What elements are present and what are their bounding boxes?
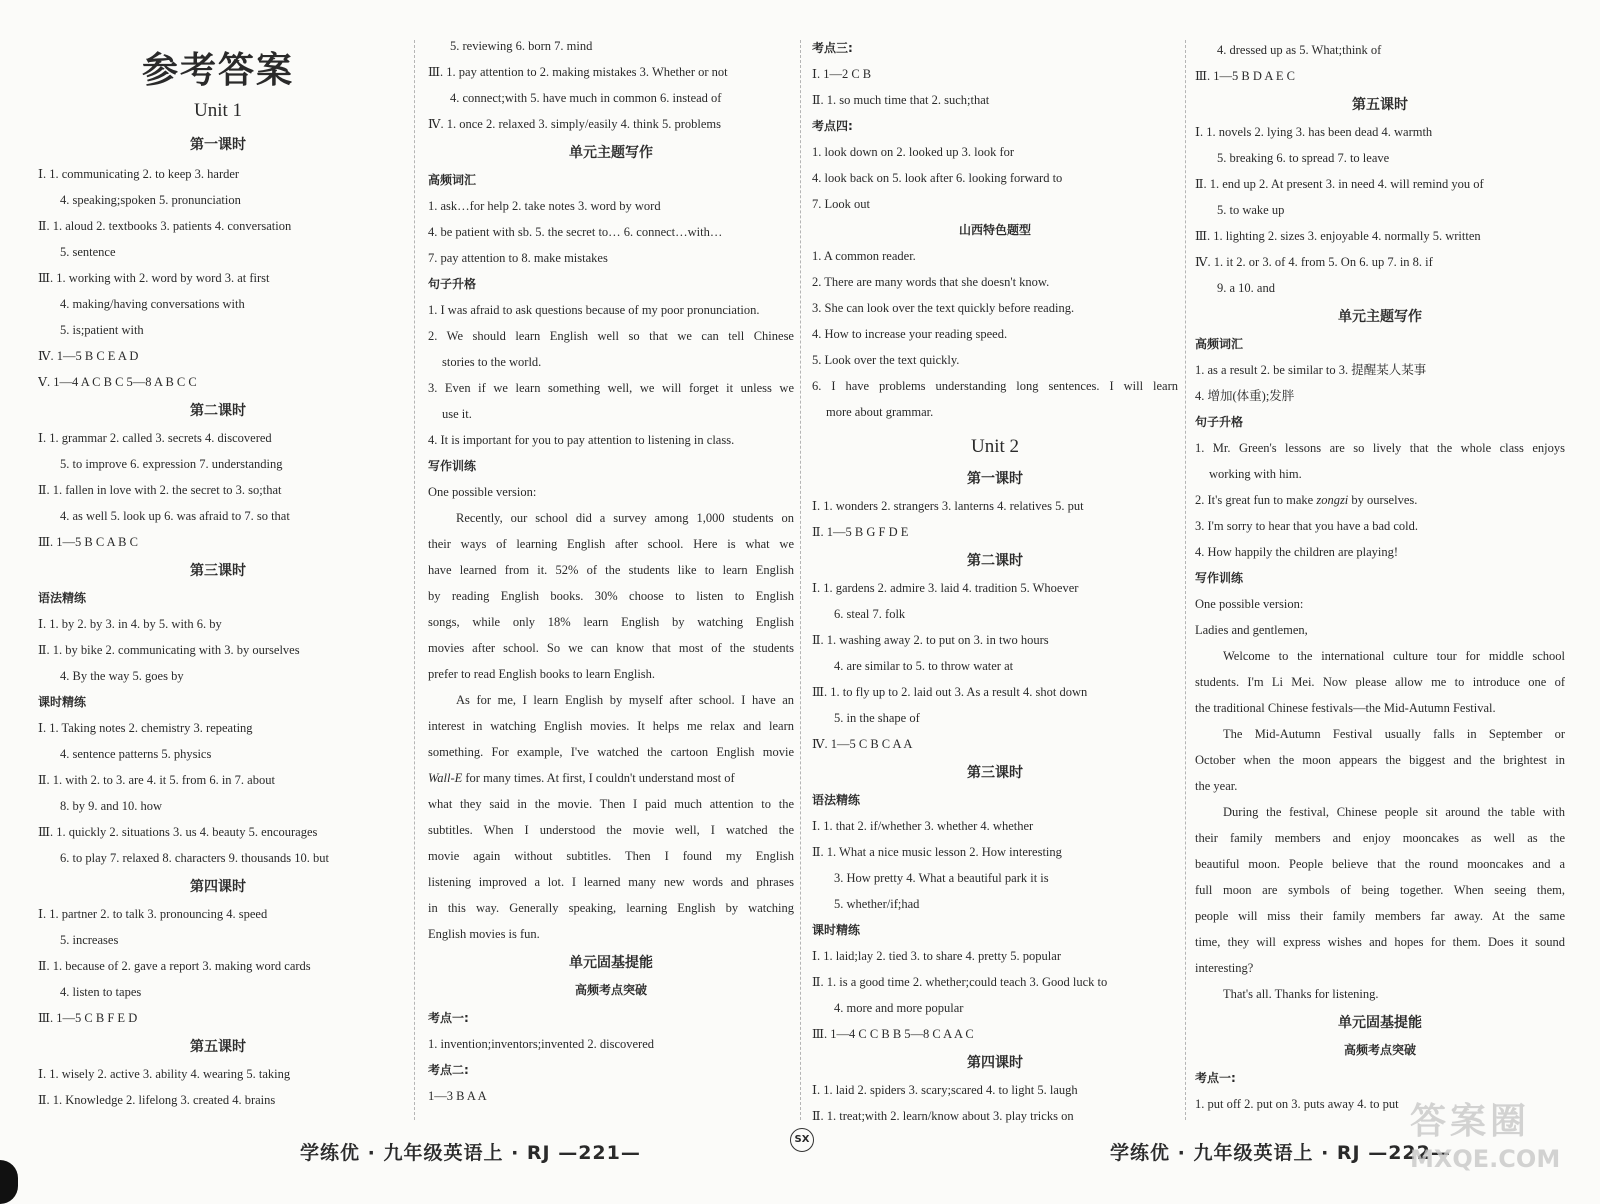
essay-line: October when the moon appears the biggest and the brightest in [1195,753,1565,767]
answer-line: Ⅳ. 1. once 2. relaxed 3. simply/easily 4. think 5. problems [428,117,721,131]
answer-line: Ⅱ. 1. fallen in love with 2. the secret to 3. so;that [38,483,282,497]
answer-line: 4. listen to tapes [60,985,142,999]
answer-line: 4. look back on 5. look after 6. looking forward to [812,171,1063,185]
answer-line: 6. I have problems understanding long sentences. I will learn [812,379,1178,393]
publisher-logo: SX [790,1128,814,1152]
answer-line: 6. to play 7. relaxed 8. characters 9. thousands 10. but [60,851,330,865]
subsection-label: 考点一: [428,1011,469,1025]
essay-line: their family members and enjoy mooncakes as well as the [1195,831,1565,845]
answer-line: Ⅱ. 1. washing away 2. to put on 3. in two hours [812,633,1049,647]
answer-italic: zongzi [1316,493,1349,507]
essay-text: for many times. At first, I couldn't understand most of [462,771,735,785]
column-1 [38,0,398,1130]
subsection-label: 语法精练 [812,793,861,807]
unit-2-heading: Unit 2 [970,436,1020,457]
answer-line: 4. It is important for you to pay attention to listening in class. [428,433,735,447]
page-title: 参考答案 [141,50,294,91]
subsection-label: 考点三: [812,41,853,55]
answer-line: 3. Even if we learn something well, we will forget it unless we [428,381,794,395]
answer-line: Ⅲ. 1. to fly up to 2. laid out 3. As a result 4. shot down [812,685,1088,699]
column-4 [1195,0,1565,1130]
lesson-4-heading: 第四课时 [190,879,246,895]
essay-line: The Mid-Autumn Festival usually falls in September or [1223,727,1565,741]
answer-line: Ⅰ. 1. grammar 2. called 3. secrets 4. discovered [38,431,272,445]
answer-line: Ⅰ. 1. that 2. if/whether 3. whether 4. whether [812,819,1034,833]
lesson-4-heading: 第四课时 [967,1055,1023,1071]
subsection-label: 高频词汇 [428,173,477,187]
lesson-5-heading: 第五课时 [190,1039,246,1055]
column-divider [414,40,415,1120]
answer-line: 9. a 10. and [1217,281,1275,295]
subsection-label: 句子升格 [1195,415,1244,429]
answer-line: One possible version: [1195,597,1304,611]
answer-line: 5. sentence [60,245,116,259]
answer-line: Ⅱ. 1. end up 2. At present 3. in need 4. will remind you of [1195,177,1484,191]
subsection-label: 句子升格 [428,277,477,291]
subsection-label: 写作训练 [428,459,477,473]
essay-line: As for me, I learn English by myself after school. I have an [456,693,794,707]
answer-line: 3. She can look over the text quickly before reading. [812,301,1075,315]
answer-line: Ⅱ. 1. with 2. to 3. are 4. it 5. from 6. in 7. about [38,773,275,787]
column-3 [812,0,1178,1130]
answer-line: Ⅳ. 1—5 B C E A D [38,349,139,363]
answer-line: 1—3 B A A [428,1089,487,1103]
column-divider [1185,40,1186,1120]
essay-line: movies after school. So we can know that most of the students [428,641,794,655]
lesson-1-heading: 第一课时 [190,137,246,153]
essay-line: songs, while only 18% learn English by watching English [428,615,794,629]
subsection-label: 写作训练 [1195,571,1244,585]
lesson-2-heading: 第二课时 [967,553,1023,569]
subsection-label: 考点四: [812,119,853,133]
footer-right-page-number: 学练优 · 九年级英语上 · RJ —222— [1110,1142,1451,1164]
answer-line: Ⅱ. 1—5 B G F D E [812,525,909,539]
answer-line: 4. more and more popular [834,1001,964,1015]
essay-line: During the festival, Chinese people sit around the table with [1223,805,1565,819]
essay-line: Welcome to the international culture tour for middle school [1223,649,1565,663]
subsection-label: 考点二: [428,1063,469,1077]
answer-line: 5. increases [60,933,119,947]
essay-line: English movies is fun. [428,927,540,941]
subsection-label: 考点一: [1195,1071,1236,1085]
answer-line: Ⅲ. 1—5 B D A E C [1195,69,1295,83]
answer-line: Ⅱ. 1. so much time that 2. such;that [812,93,990,107]
answer-line: 8. by 9. and 10. how [60,799,163,813]
answer-line: Ⅰ. 1. wisely 2. active 3. ability 4. wearing 5. taking [38,1067,291,1081]
answer-line: 4. sentence patterns 5. physics [60,747,212,761]
answer-line: 5. whether/if;had [834,897,920,911]
answer-line: Ⅰ. 1. by 2. by 3. in 4. by 5. with 6. by [38,617,222,631]
answer-line: 1. look down on 2. looked up 3. look for [812,145,1015,159]
answer-line: 5. breaking 6. to spread 7. to leave [1217,151,1390,165]
answer-line [1195,492,1565,508]
answer-line: Ⅰ. 1. partner 2. to talk 3. pronouncing 4. speed [38,907,268,921]
answer-line: 7. Look out [812,197,870,211]
answer-line: 5. Look over the text quickly. [812,353,960,367]
answer-line: Ⅱ. 1. What a nice music lesson 2. How interesting [812,845,1062,859]
essay-line: by reading English books. 30% choose to listen to English [428,589,794,603]
answer-line: Ⅰ. 1. wonders 2. strangers 3. lanterns 4. relatives 5. put [812,499,1084,513]
answer-line: 1. I was afraid to ask questions because of my poor pronunciation. [428,303,760,317]
answer-line: working with him. [1209,467,1302,481]
answer-text: by ourselves. [1348,493,1418,507]
answer-text: 2. It's great fun to make [1195,493,1317,507]
answer-line: Ⅲ. 1—4 C C B B 5—8 C A A C [812,1027,974,1041]
essay-line: prefer to read English books to learn English. [428,667,656,681]
essay-line: full moon are symbols of being together. When seeing them, [1195,883,1565,897]
unit-1-heading: Unit 1 [193,100,243,121]
answer-line: 4. making/having conversations with [60,297,245,311]
answer-line: 2. There are many words that she doesn't know. [812,275,1050,289]
answer-line: 1. ask…for help 2. take notes 3. word by word [428,199,661,213]
answer-line: 4. 增加(体重);发胖 [1195,389,1295,403]
answer-line: Ⅰ. 1—2 C B [812,67,872,81]
answer-line: 5. reviewing 6. born 7. mind [450,39,593,53]
essay-line: in this way. Generally speaking, learning English by watching [428,901,794,915]
subsection-label: 课时精练 [38,695,87,709]
subsection-label: 课时精练 [812,923,861,937]
answer-line: Ⅰ. 1. Taking notes 2. chemistry 3. repeating [38,721,253,735]
answer-line: Ⅲ. 1. lighting 2. sizes 3. enjoyable 4. normally 5. written [1195,229,1481,243]
answer-line: 1. invention;inventors;invented 2. discovered [428,1037,654,1051]
lesson-3-heading: 第三课时 [967,765,1023,781]
answer-line: Ⅲ. 1. pay attention to 2. making mistakes 3. Whether or not [428,65,728,79]
answer-line: Ⅳ. 1. it 2. or 3. of 4. from 5. On 6. up 7. in 8. if [1195,255,1433,269]
answer-line: Ⅰ. 1. laid;lay 2. tied 3. to share 4. pretty 5. popular [812,949,1061,963]
key-points-heading: 高频考点突破 [574,983,647,997]
essay-line: That's all. Thanks for listening. [1223,987,1379,1001]
answer-line: 5. in the shape of [834,711,920,725]
essay-line: the traditional Chinese festivals—the Mid-Autumn Festival. [1195,701,1496,715]
essay-line: interest in watching English movies. It helps me relax and learn [428,719,794,733]
essay-line: listening improved a lot. I learned many new words and phrases [428,875,794,889]
answer-line: 4. as well 5. look up 6. was afraid to 7. so that [60,509,290,523]
watermark-url: MXQE.COM [1410,1145,1561,1173]
answer-line: Ⅱ. 1. treat;with 2. learn/know about 3. play tricks on [812,1109,1074,1123]
footer-left-page-number: 学练优 · 九年级英语上 · RJ —221— [300,1142,641,1164]
answer-line: Ⅰ. 1. gardens 2. admire 3. laid 4. tradition 5. Whoever [812,581,1079,595]
consolidation-heading: 单元固基提能 [1338,1015,1422,1031]
movie-title: Wall-E [428,771,463,785]
answer-line: Ⅱ. 1. because of 2. gave a report 3. making word cards [38,959,311,973]
answer-line: 7. pay attention to 8. make mistakes [428,251,608,265]
answer-line: Ⅲ. 1. quickly 2. situations 3. us 4. beauty 5. encourages [38,825,318,839]
writing-section-heading: 单元主题写作 [569,145,653,161]
answer-line: 4. By the way 5. goes by [60,669,184,683]
answer-line: Ⅰ. 1. novels 2. lying 3. has been dead 4. warmth [1195,125,1433,139]
answer-line: One possible version: [428,485,537,499]
answer-line: Ⅲ. 1—5 C B F E D [38,1011,138,1025]
column-2 [428,0,794,1130]
essay-line: students. I'm Li Mei. Now please allow me to introduce one of [1195,675,1565,689]
answer-line: 6. steal 7. folk [834,607,906,621]
essay-line: time, they will express wishes and hopes for them. Does it sound [1195,935,1565,949]
essay-line: something. For example, I've watched the cartoon English movie [428,745,794,759]
essay-line [428,770,794,786]
answer-line: Ⅲ. 1. working with 2. word by word 3. at first [38,271,270,285]
essay-line: the year. [1195,779,1238,793]
answer-line: Ⅰ. 1. communicating 2. to keep 3. harder [38,167,240,181]
essay-line: beautiful moon. People believe that the round mooncakes and a [1195,857,1565,871]
column-divider [800,40,801,1120]
watermark-text: 答案圈 [1410,1101,1531,1142]
lesson-2-heading: 第二课时 [190,403,246,419]
answer-line: Ladies and gentlemen, [1195,623,1308,637]
essay-line: their ways of learning English after school. Here is what we [428,537,794,551]
answer-line: 1. A common reader. [812,249,916,263]
answer-line: more about grammar. [826,405,934,419]
answer-line: use it. [442,407,472,421]
answer-line: 4. speaking;spoken 5. pronunciation [60,193,241,207]
key-points-heading: 高频考点突破 [1343,1043,1416,1057]
answer-line: Ⅲ. 1—5 B C A B C [38,535,138,549]
lesson-1-heading: 第一课时 [967,471,1023,487]
answer-line: Ⅱ. 1. by bike 2. communicating with 3. by ourselves [38,643,300,657]
writing-section-heading: 单元主题写作 [1338,309,1422,325]
answer-line: 4. be patient with sb. 5. the secret to… 6. connect…with… [428,225,723,239]
answer-line: stories to the world. [442,355,542,369]
scan-edge-shadow [0,1160,18,1204]
answer-line: 4. dressed up as 5. What;think of [1217,43,1382,57]
essay-line: have learned from it. 52% of the students like to learn English [428,563,794,577]
consolidation-heading: 单元固基提能 [569,955,653,971]
essay-line: people will miss their family members far away. At the same [1195,909,1565,923]
answer-line: 4. How happily the children are playing! [1195,545,1399,559]
answer-line: 1. as a result 2. be similar to 3. 提醒某人某事 [1195,363,1427,377]
shanxi-section-heading: 山西特色题型 [958,223,1031,237]
answer-line: 3. I'm sorry to hear that you have a bad cold. [1195,519,1419,533]
answer-line: 1. Mr. Green's lessons are so lively that the whole class enjoys [1195,441,1565,455]
answer-line: 4. How to increase your reading speed. [812,327,1008,341]
answer-line: Ⅱ. 1. aloud 2. textbooks 3. patients 4. conversation [38,219,292,233]
answer-line: 1. put off 2. put on 3. puts away 4. to put [1195,1097,1399,1111]
essay-line: interesting? [1195,961,1254,975]
lesson-5-heading: 第五课时 [1352,97,1408,113]
answer-line: 5. to wake up [1217,203,1285,217]
essay-line: what they said in the movie. Then I paid much attention to the [428,797,794,811]
essay-line: Recently, our school did a survey among 1,000 students on [456,511,794,525]
answer-line: Ⅴ. 1—4 A C B C 5—8 A B C C [38,375,197,389]
essay-line: subtitles. When I understood the movie well, I watched the [428,823,794,837]
answer-line: 2. We should learn English well so that we can tell Chinese [428,329,794,343]
answer-line: Ⅰ. 1. laid 2. spiders 3. scary;scared 4. to light 5. laugh [812,1083,1078,1097]
answer-line: Ⅳ. 1—5 C B C A A [812,737,913,751]
answer-line: Ⅱ. 1. is a good time 2. whether;could teach 3. Good luck to [812,975,1108,989]
answer-line: 4. are similar to 5. to throw water at [834,659,1014,673]
lesson-3-heading: 第三课时 [190,563,246,579]
answer-line: 5. is;patient with [60,323,144,337]
answer-line: 4. connect;with 5. have much in common 6. instead of [450,91,722,105]
answer-line: 3. How pretty 4. What a beautiful park it is [834,871,1049,885]
answer-line: Ⅱ. 1. Knowledge 2. lifelong 3. created 4. brains [38,1093,276,1107]
essay-line: movie again without subtitles. Then I found my English [428,849,794,863]
answer-line: 5. to improve 6. expression 7. understanding [60,457,283,471]
subsection-label: 语法精练 [38,591,87,605]
subsection-label: 高频词汇 [1195,337,1244,351]
watermark [1410,1100,1590,1190]
